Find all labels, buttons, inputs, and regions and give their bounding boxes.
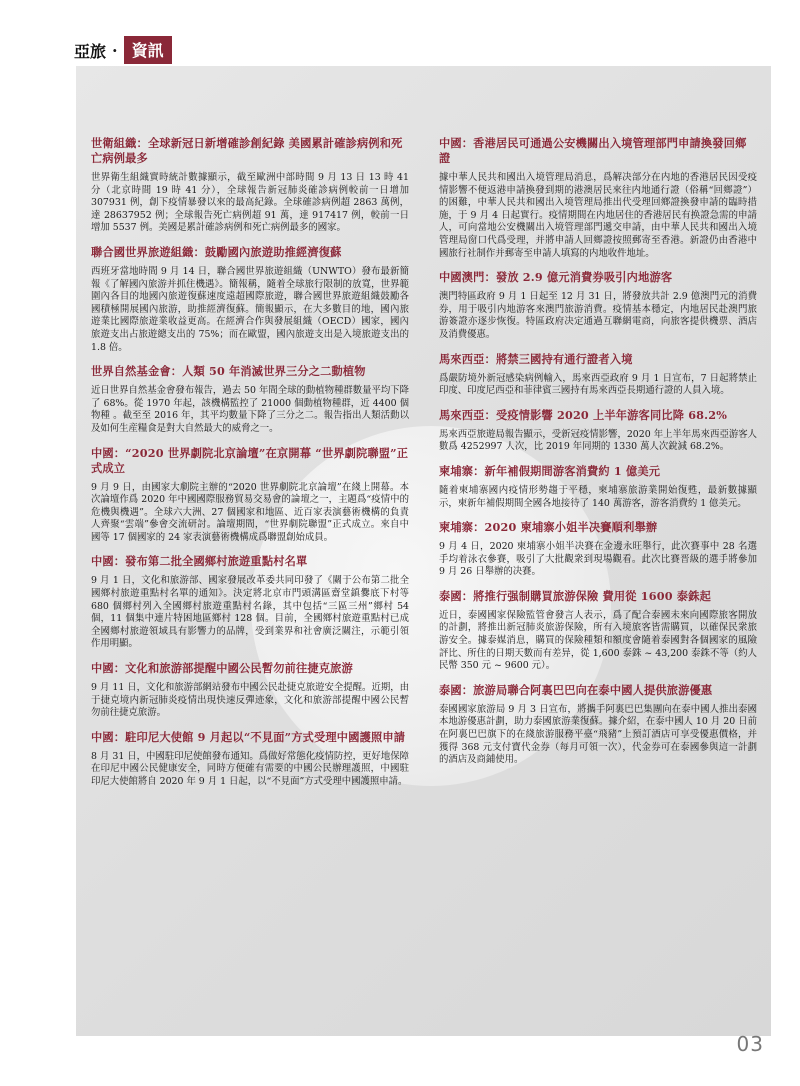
article-title: 世衛組織：全球新冠日新增確診創紀錄 美國累計確診病例和死亡病例最多 <box>91 136 403 165</box>
article-body: 世界衛生組織實時統計數據顯示，截至歐洲中部時間 9 月 13 日 13 時 41 分（北京時間 19 時 41 分），全球報告新冠肺炎確診病例較前一日增加 307931 例，創下疫情暴發以來的最高紀錄。全球確診病例超 2863 萬例，達 28637952 例；全球報告死亡病例超 91 萬，達 917417 例，較前一日增加 5537 例。美國是累計確診病例和死亡病例最多的國家。 <box>91 172 409 234</box>
brand-name: 亞旅 <box>74 41 107 61</box>
article-title: 泰國：將推行强制購買旅游保險 費用從 1600 泰銖起 <box>439 588 711 603</box>
article-body: 9 月 9 日，由國家大劇院主辦的“2020 世界劇院北京論壇”在綫上開幕。本次論壇作爲 2020 年中國國際服務貿易交易會的論壇之一，主題爲“疫情中的危機與機遇”。全球六大洲、27 個國家和地區、近百家表演藝術機構的負責人齊聚“雲端”參會交流研討。論壇期間，“世界劇院聯盟”正式成立。來自中國等 17 個國家的 24 家表演藝術機構成爲聯盟創始成員。 <box>91 481 409 543</box>
article-title: 馬來西亞：受疫情影響 2020 上半年游客同比降 68.2% <box>439 407 728 422</box>
news-article <box>91 661 409 720</box>
article-body: 據中華人民共和國出入境管理局消息，爲解决部分在内地的香港居民因受疫情影響不便返港申請換發到期的港澳居民來往内地通行證（俗稱“回鄉證”）的困難，中華人民共和國出入境管理局推出代受理回鄉證換發申請的臨時措施，于 9 月 4 日起實行。疫情期間在内地居住的香港居民有换證急需的申請人，可向當地公安機關出入境管理部門遞交申請，由中華人民共和國出入境管理局窗口代爲受理，并將申請人回鄉證按照郵寄至香港。新證仍由香港中國旅行社制作并郵寄至申請人填寫的内地收件地址。 <box>439 172 757 259</box>
left-column <box>91 136 409 799</box>
article-title: 中國：香港居民可通過公安機關出入境管理部門申請換發回鄉證 <box>439 136 747 165</box>
news-article <box>439 520 757 579</box>
article-body: 9 月 4 日，2020 柬埔寨小姐半决賽在金邊永旺舉行，此次賽事中 28 名選手均着泳衣參賽，吸引了大批觀衆到現場觀看。此次比賽晋級的選手將參加 9 月 26 日舉辦的决賽。 <box>439 541 757 578</box>
article-title: 中國：發布第二批全國鄉村旅遊重點村名單 <box>91 554 308 569</box>
article-title: 柬埔寨：新年補假期間游客消費約 1 億美元 <box>439 463 661 478</box>
news-article <box>91 136 409 235</box>
article-body: 隨着柬埔寨國内疫情形勢趨于平穩，柬埔寨旅游業開始復甦，最新數據顯示，柬新年補假期間全國各地接待了 140 萬游客，游客消費約 1 億美元。 <box>439 484 757 509</box>
article-title: 中國澳門：發放 2.9 億元消費券吸引内地游客 <box>439 270 673 285</box>
news-article <box>91 245 409 354</box>
article-title: 中國：文化和旅游部提醒中國公民暫勿前往捷克旅游 <box>91 661 353 676</box>
news-article <box>439 683 757 767</box>
news-article <box>439 352 757 398</box>
article-title: 泰國：旅游局聯合阿裏巴巴向在泰中國人提供旅游優惠 <box>439 682 713 697</box>
article-title: 聯合國世界旅遊組織：鼓勵國內旅遊助推經濟復蘇 <box>91 244 342 259</box>
news-article <box>91 554 409 651</box>
article-body: 爲嚴防境外新冠感染病例輸入，馬來西亞政府 9 月 1 日宣布，7 日起將禁止印度、印度尼西亞和菲律賓三國持有馬來西亞長期通行證的人員入境。 <box>439 372 757 397</box>
news-article <box>91 446 409 545</box>
page-header <box>74 36 172 64</box>
header-separator: · <box>112 40 118 60</box>
article-title: 中國：駐印尼大使館 9 月起以“不見面”方式受理中國護照申請 <box>91 729 406 744</box>
news-panel <box>76 66 771 1036</box>
article-body: 9 月 11 日，文化和旅游部網站發布中國公民赴捷克旅遊安全提醒。近期，由于捷克境内新冠肺炎疫情出現快速反彈迹象，文化和旅游部提醒中國公民暫勿前往捷克旅游。 <box>91 682 409 719</box>
news-article <box>91 364 409 435</box>
article-body: 近日世界自然基金會發布報告，過去 50 年間全球的動植物種群數量平均下降了 68%。從 1970 年起，該機構監控了 21000 個動植物種群，近 4400 個物種 。截至至 2016 年，其平均數量下降了三分之二。報告指出人類活動以及如何生産糧食是對大自然最大的威脅之一。 <box>91 385 409 434</box>
article-title: 馬來西亞：將禁三國持有通行證者入境 <box>439 351 633 366</box>
news-article <box>439 589 757 673</box>
news-article <box>91 730 409 789</box>
article-body: 8 月 31 日，中國駐印尼使館發布通知。爲做好常態化疫情防控，更好地保障在印尼中國公民健康安全，同時方便確有需要的中國公民辦理護照，中國駐印尼大使館將自 2020 年 9 月 1 日起，以“不見面”方式受理中國護照申請。 <box>91 750 409 787</box>
article-title: 柬埔寨：2020 柬埔寨小姐半决賽順利舉辦 <box>439 520 658 535</box>
news-article <box>439 136 757 260</box>
article-body: 馬來西亞旅遊局報告顯示，受新冠疫情影響，2020 年上半年馬來西亞游客人數爲 4252997 人次，比 2019 年同期的 1330 萬人次銳減 68.2%。 <box>439 428 757 453</box>
article-title: 世界自然基金會：人類 50 年消滅世界三分之二動植物 <box>91 364 366 379</box>
section-badge: 資訊 <box>124 36 172 64</box>
article-body: 9 月 1 日，文化和旅游部、國家發展改革委共同印發了《關于公布第二批全國鄉村旅遊重點村名單的通知》。決定將北京市門頭溝區齋堂鎮爨底下村等 680 個鄉村列入全國鄉村旅遊重點村名錄，其中包括“三區三州”鄉村 54 個，11 個集中連片特困地區鄉村 128 個。目前，全國鄉村旅遊重點村已成全國鄉村旅遊領域具有影響力的品牌，受到業界和社會廣泛關注，示範引領作用明顯。 <box>91 575 409 650</box>
news-article <box>439 464 757 510</box>
article-body: 澳門特區政府 9 月 1 日起至 12 月 31 日，將發放共計 2.9 億澳門元的消費券，用于吸引内地游客來澳門旅游消費。疫情基本穩定，内地居民赴澳門旅游簽證亦逐步恢復。特區政府决定通過互聯網電商，向旅客提供機票、酒店及消費優惠。 <box>439 291 757 340</box>
article-body: 西班牙當地時間 9 月 14 日，聯合國世界旅遊組織（UNWTO）發布最新簡報《了解國內旅游并抓住機遇》。簡報稱，隨着全球旅行限制的放寬，世界範圍內各目的地國內旅遊復蘇速度遠超國際旅遊，聯合國世界旅遊組織鼓勵各國積極開展國內旅游，助推經濟復蘇。簡報顯示，在大多數目的地，國內旅遊業比國際旅遊業收益更高。在經濟合作與發展組織（OECD）國家，國內旅遊支出占旅遊總支出的 75%；而在歐盟，國內旅遊支出是入境旅遊支出的 1.8 倍。 <box>91 265 409 353</box>
article-title: 中國：“2020 世界劇院北京論壇”在京開幕 “世界劇院聯盟”正式成立 <box>91 445 409 475</box>
article-body: 近日，泰國國家保險監管會發言人表示，爲了配合泰國未來向國際旅客開放的計劃，將推出新冠肺炎旅游保險，所有入境旅客皆需購買，以確保民衆旅游安全。據泰媒消息，購買的保險種類和額度會隨着泰國對各個國家的風險評比、所住的日期天數而有差异，從 1,600 泰銖 ~ 43,200 泰銖不等（約人民幣 350 元 ~ 9600 元）。 <box>439 609 757 672</box>
page-number: 03 <box>736 1032 764 1056</box>
right-column <box>439 136 757 777</box>
article-body: 泰國國家旅游局 9 月 3 日宣布，將攜手阿裏巴巴集團向在泰中國人推出泰國本地游優惠計劃，助力泰國旅游業復蘇。據介紹，在泰中國人 10 月 20 日前在阿裏巴巴旗下的在綫旅游服務平臺“飛豬”上預訂酒店可享受優惠價格，并獲得 368 元支付寶代金券（每月可領一次），代金券可在泰國參與這一計劃的酒店及商鋪使用。 <box>439 703 757 766</box>
news-article <box>439 408 757 454</box>
news-article <box>439 270 757 341</box>
